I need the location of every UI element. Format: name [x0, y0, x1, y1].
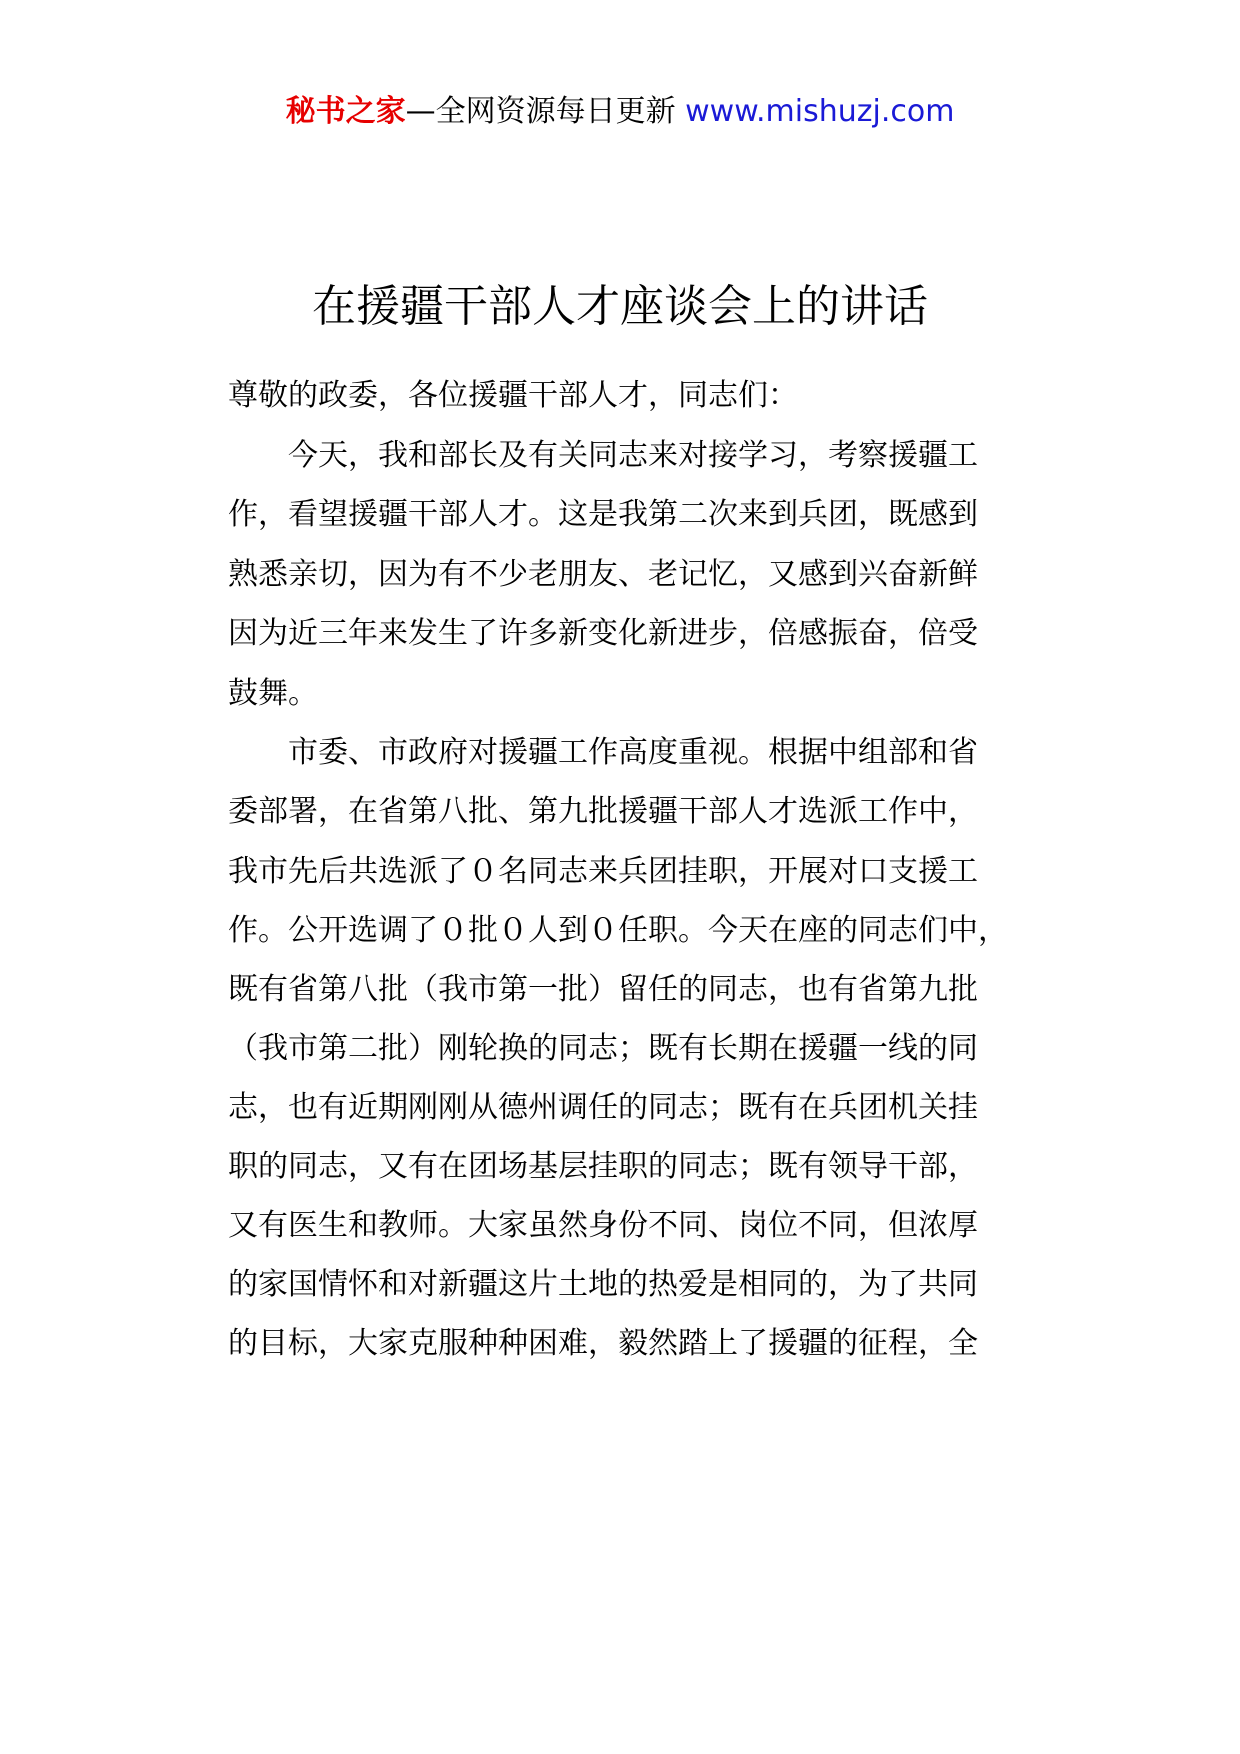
site-brand: 秘书之家	[285, 94, 406, 129]
body-line: 熟悉亲切，因为有不少老朋友、老记忆，又感到兴奋新鲜	[228, 557, 978, 592]
body-line: 我市先后共选派了０名同志来兵团挂职，开展对口支援工	[228, 854, 978, 889]
document-title: 在援疆干部人才座谈会上的讲话	[312, 281, 928, 332]
salutation-line: 尊敬的政委，各位援疆干部人才，同志们：	[228, 378, 798, 413]
body-line: 鼓舞。	[228, 676, 318, 711]
body-line: 市委、市政府对援疆工作高度重视。根据中组部和省	[288, 735, 978, 770]
site-header	[0, 92, 1240, 132]
body-line: 既有省第八批（我市第一批）留任的同志，也有省第九批	[228, 972, 978, 1007]
site-tagline: —全网资源每日更新	[405, 94, 676, 129]
site-url-link[interactable]: www.mishuzj.com	[685, 94, 955, 129]
body-line: 作，看望援疆干部人才。这是我第二次来到兵团，既感到	[228, 497, 978, 532]
body-line: 的目标，大家克服种种困难，毅然踏上了援疆的征程，全	[228, 1326, 978, 1361]
body-line: 因为近三年来发生了许多新变化新进步，倍感振奋，倍受	[228, 616, 978, 651]
body-line: 作。公开选调了０批０人到０任职。今天在座的同志们中，	[228, 913, 1008, 948]
body-line: （我市第二批）刚轮换的同志；既有长期在援疆一线的同	[228, 1031, 978, 1066]
body-line: 志，也有近期刚刚从德州调任的同志；既有在兵团机关挂	[228, 1090, 978, 1125]
body-line: 的家国情怀和对新疆这片土地的热爱是相同的，为了共同	[228, 1267, 978, 1302]
body-line: 委部署，在省第八批、第九批援疆干部人才选派工作中，	[228, 794, 978, 829]
body-line: 又有医生和教师。大家虽然身份不同、岗位不同，但浓厚	[228, 1208, 978, 1243]
body-line: 职的同志，又有在团场基层挂职的同志；既有领导干部，	[228, 1149, 978, 1184]
body-line: 今天，我和部长及有关同志来对接学习，考察援疆工	[288, 438, 978, 473]
